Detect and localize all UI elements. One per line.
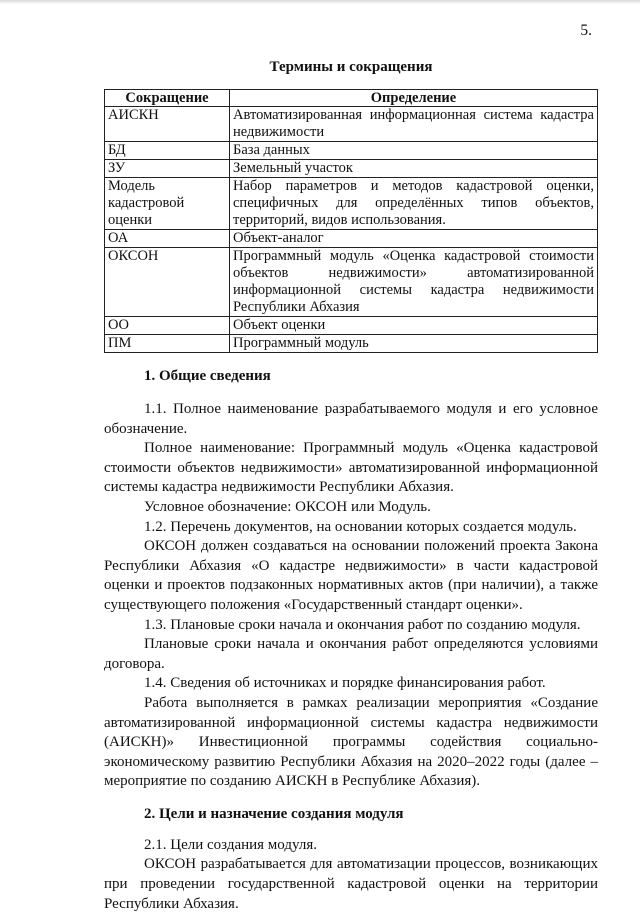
paragraph: Полное наименование: Программный модуль «Оценка кадастровой стоимости объектов недвижимости» автоматизированной информационной системы кадастра недвижимости Республики Абхазия. bbox=[104, 440, 598, 496]
definition-cell: Земельный участок bbox=[230, 160, 598, 178]
term-cell: ЗУ bbox=[105, 160, 230, 178]
paragraph: Плановые сроки начала и окончания работ определяются условиями договора. bbox=[104, 636, 598, 672]
definition-column-header: Определение bbox=[230, 90, 598, 107]
paragraph: Условное обозначение: ОКСОН или Модуль. bbox=[144, 498, 431, 515]
term-cell: БД bbox=[105, 142, 230, 160]
section-heading-general: 1. Общие сведения bbox=[144, 368, 271, 384]
definition-cell: Объект оценки bbox=[230, 317, 598, 335]
paragraph: 1.3. Плановые сроки начала и окончания работ по созданию модуля. bbox=[144, 616, 581, 633]
definition-cell: База данных bbox=[230, 142, 598, 160]
term-cell: Модель кадастровой оценки bbox=[105, 178, 230, 230]
definition-cell: Программный модуль «Оценка кадастровой стоимости объектов недвижимости» автоматизированной информационной системы кадастра недвижимости Республики Абхазия bbox=[230, 248, 598, 317]
definition-cell: Объект-аналог bbox=[230, 230, 598, 248]
table-row bbox=[105, 317, 598, 335]
table-row bbox=[105, 230, 598, 248]
scan-edge bbox=[0, 0, 640, 4]
term-cell: ОО bbox=[105, 317, 230, 335]
terms-table bbox=[104, 89, 598, 353]
table-row bbox=[105, 142, 598, 160]
term-cell: ПМ bbox=[105, 335, 230, 353]
paragraph: 1.4. Сведения об источниках и порядке финансирования работ. bbox=[144, 675, 546, 692]
paragraph: 1.1. Полное наименование разрабатываемого модуля и его условное обозначение. bbox=[104, 401, 598, 437]
abbreviation-column-header: Сокращение bbox=[105, 90, 230, 107]
definition-cell: Набор параметров и методов кадастровой оценки, специфичных для определённых типов объектов, территорий, видов использования. bbox=[230, 178, 598, 230]
table-row bbox=[105, 335, 598, 353]
definition-cell: Программный модуль bbox=[230, 335, 598, 353]
paragraph: 1.2. Перечень документов, на основании которых создается модуль. bbox=[144, 518, 577, 535]
page-content bbox=[104, 58, 598, 914]
table-row bbox=[105, 248, 598, 317]
definition-cell: Автоматизированная информационная система кадастра недвижимости bbox=[230, 107, 598, 142]
table-row bbox=[105, 160, 598, 178]
term-cell: ОКСОН bbox=[105, 248, 230, 317]
terms-title: Термины и сокращения bbox=[269, 59, 433, 75]
term-cell: ОА bbox=[105, 230, 230, 248]
table-row bbox=[105, 107, 598, 142]
paragraph: ОКСОН должен создаваться на основании положений проекта Закона Республики Абхазия «О кадастре недвижимости» в части кадастровой оценки и проектов подзаконных нормативных актов (при наличии), а также существующего положения «Государственный стандарт оценки». bbox=[104, 538, 598, 613]
table-row bbox=[105, 178, 598, 230]
paragraph: 2.1. Цели создания модуля. bbox=[144, 836, 317, 853]
paragraph: ОКСОН разрабатывается для автоматизации процессов, возникающих при проведении государственной кадастровой оценки на территории Республики Абхазия. bbox=[104, 856, 598, 912]
terms-table-header-row bbox=[105, 90, 598, 107]
term-cell: АИСКН bbox=[105, 107, 230, 142]
section-heading-goals: 2. Цели и назначение создания модуля bbox=[144, 805, 404, 822]
page-number: 5. bbox=[580, 22, 592, 39]
paragraph: Работа выполняется в рамках реализации мероприятия «Создание автоматизированной информационной системы кадастра недвижимости (АИСКН)» Инвестиционной программы содействия социально-экономическому развитию Республики Абхазия на 2020–2022 годы (далее – мероприятие по созданию АИСКН в Республике Абхазия). bbox=[104, 694, 598, 790]
